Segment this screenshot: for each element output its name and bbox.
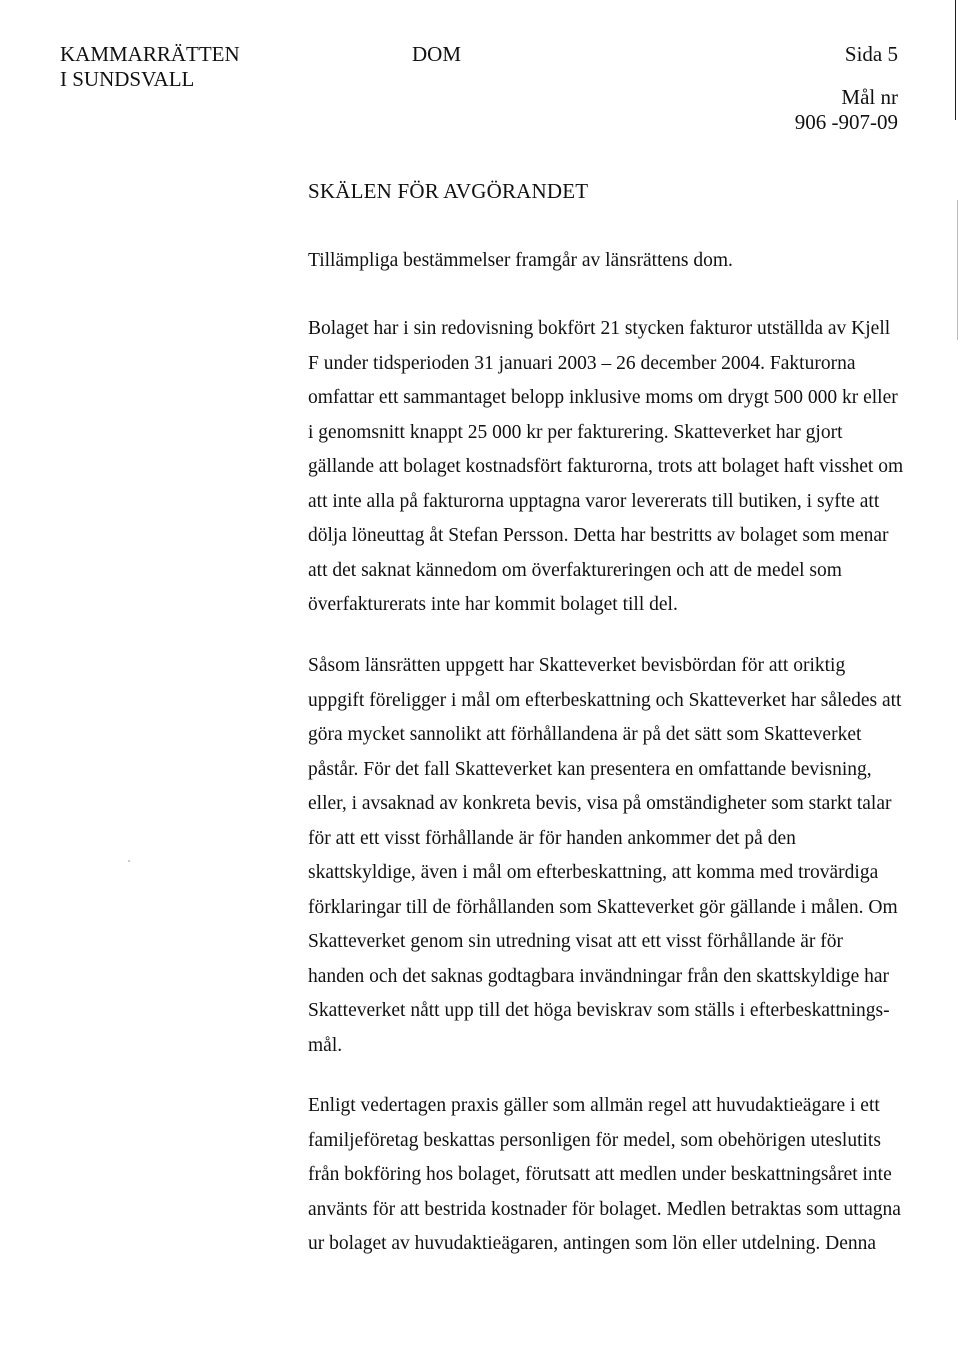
page-number: Sida 5 [844, 42, 898, 66]
paragraph-praxis: Enligt vedertagen praxis gäller som allmän regel att huvudaktieägare i ett familjeföretag beskattas personligen för medel, som obehörigen uteslutits från bokföring hos bolaget, förutsatt att medlen under beskattningsåret inte använts för att bestrida kostnader för bolaget. Medlen betraktas som uttagna ur bolaget av huvudaktieägaren, antingen som lön eller utdelning. Denna [308, 1095, 901, 1254]
section-heading: SKÄLEN FÖR AVGÖRANDET [308, 179, 589, 203]
paragraph-applicable-provisions: Tillämpliga bestämmelser framgår av länsrättens dom. [308, 250, 733, 271]
scan-speck [128, 860, 130, 862]
page-edge-line [955, 0, 956, 120]
court-name-line2: I SUNDSVALL [60, 67, 195, 91]
case-number: 906 -907-09 [794, 110, 898, 134]
court-name-line1: KAMMARRÄTTEN [60, 42, 240, 66]
document-type: DOM [412, 42, 462, 66]
court-name [60, 42, 240, 92]
page-edge-shadow [957, 200, 958, 340]
page-info [795, 42, 898, 135]
case-number-label: Mål nr [841, 85, 898, 109]
paragraph-invoices: Bolaget har i sin redovisning bokfört 21 stycken fakturor utställda av Kjell F under tidsperioden 31 januari 2003 – 26 december 2004. Fakturorna omfattar ett sammantaget belopp inklusive moms om drygt 500 000 kr eller i genomsnitt knappt 25 000 kr per fakturering. Skatteverket har gjort gällande att bolaget kostnadsfört fakturorna, trots att bolaget haft visshet om att inte alla på fakturorna upptagna varor levererats till butiken, i syfte att dölja löneuttag åt Stefan Persson. Detta har bestritts av bolaget som menar att det saknat kännedom om överfaktureringen och att de medel som överfakturerats inte har kommit bolaget till del. [308, 318, 904, 615]
paragraph-burden-of-proof: Såsom länsrätten uppgett har Skatteverket bevisbördan för att oriktig uppgift föreligger i mål om efterbeskattning och Skatteverket har således att göra mycket sannolikt att förhållandena är på det sätt som Skatteverket påstår. För det fall Skatteverket kan presentera en omfattande bevisning, eller, i avsaknad av konkreta bevis, visa på omständigheter som starkt talar för att ett visst förhållande är för handen ankommer det på den skattskyldige, även i mål om efterbeskattning, att komma med trovärdiga förklaringar till de förhållanden som Skatteverket gör gällande i målen. Om Skatteverket genom sin utredning visat att ett visst förhållande är för handen och det saknas godtagbara invändningar från den skattskyldige har Skatteverket nått upp till det höga beviskrav som ställs i efterbeskattnings-mål. [308, 655, 902, 1056]
